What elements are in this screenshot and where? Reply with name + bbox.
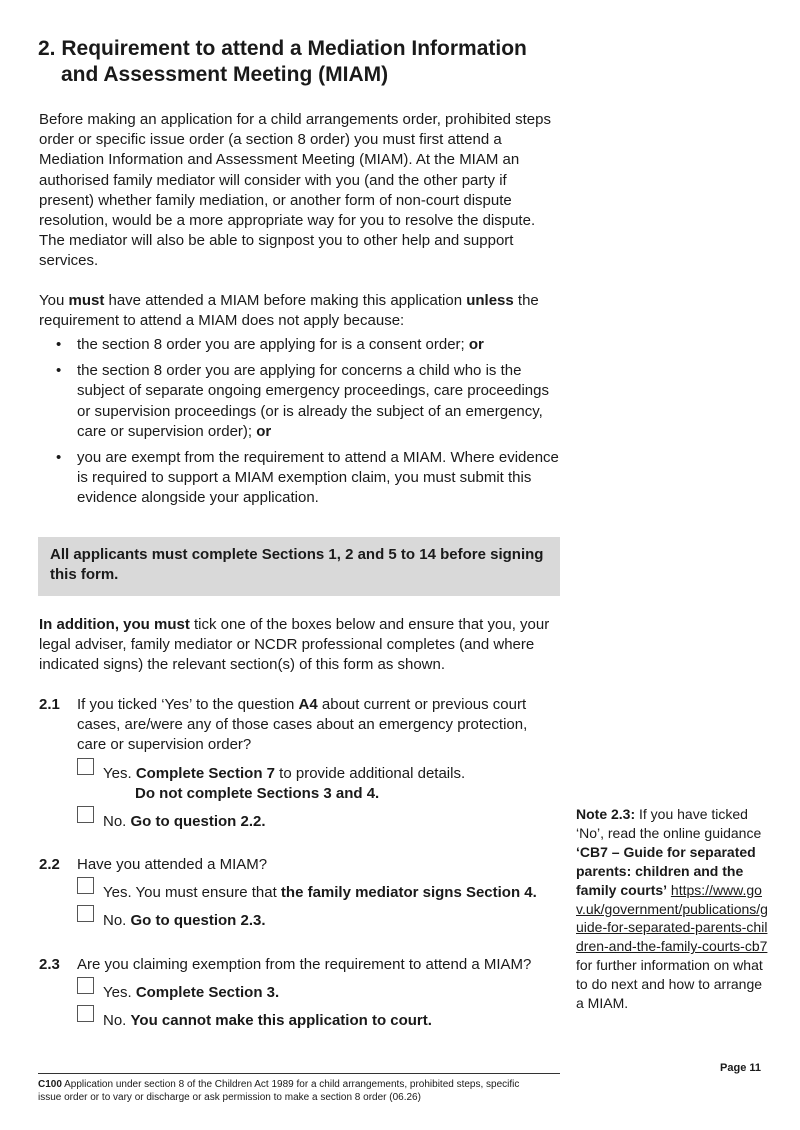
option-2-3-yes: Yes. Complete Section 3. [77, 983, 279, 1003]
question-number: 2.1 [39, 696, 60, 713]
must-paragraph: You must have attended a MIAM before making this application unless the requirement to attend a MIAM does not apply because: [39, 292, 539, 330]
section-heading [38, 36, 578, 88]
intro-paragraph: Before making an application for a child arrangements order, prohibited steps order or specific issue order (a section 8 order) you must first attend a Mediation Information and Assessment Meeting (MIAM). At the MIAM an authorised family mediator will consider with you (and the other party if present) whether family mediation, or another form of non-court dispute resolution, would be a more appropriate way for you to resolve the dispute. The mediator will also be able to signpost you to other help and support services. [39, 111, 551, 270]
question-2-1 [39, 695, 539, 756]
checkbox-2-3-yes[interactable] [77, 977, 94, 994]
option-2-1-yes: Yes. Complete Section 7 to provide additional details. [77, 764, 465, 784]
footer: C100 Application under section 8 of the Children Act 1989 for a child arrangements, prohibited steps, specific issue order or to vary or discharge or ask permission to make a section 8 order (06.26) [38, 1079, 520, 1103]
question-number: 2.2 [39, 856, 60, 873]
section-heading-line2: and Assessment Meeting (MIAM) [61, 63, 389, 86]
checkbox-2-1-yes[interactable] [77, 758, 94, 775]
option-2-1-no: No. Go to question 2.2. [77, 812, 266, 832]
option-2-2-yes: Yes. You must ensure that the family mediator signs Section 4. [77, 883, 537, 903]
page-number: Page 11 [720, 1062, 761, 1074]
question-text: If you ticked ‘Yes’ to the question A4 about current or previous court cases, are/were any of those cases about an emergency protection, care or supervision order? [77, 696, 528, 754]
question-text: Are you claiming exemption from the requirement to attend a MIAM? [77, 956, 532, 973]
guidance-link[interactable]: https://www.gov.uk/government/publications/guide-for-separated-parents-children-and-the-family-courts-cb7 [576, 881, 768, 955]
option-2-3-no: No. You cannot make this application to court. [77, 1011, 432, 1031]
bullet-exempt: • you are exempt from the requirement to attend a MIAM. Where evidence is required to support a MIAM exemption claim, you must submit this evidence alongside your application. [56, 449, 559, 507]
bullet-consent-order: • the section 8 order you are applying for is a consent order; or [56, 336, 484, 353]
checkbox-2-3-no[interactable] [77, 1005, 94, 1022]
question-number: 2.3 [39, 956, 60, 973]
checkbox-2-2-no[interactable] [77, 905, 94, 922]
section-heading-line1: 2. Requirement to attend a Mediation Information [38, 37, 527, 60]
checkbox-2-2-yes[interactable] [77, 877, 94, 894]
footer-divider [38, 1073, 560, 1074]
question-2-3 [39, 955, 564, 975]
checkbox-2-1-no[interactable] [77, 806, 94, 823]
question-2-2 [39, 855, 564, 875]
note-2-3: Note 2.3: If you have ticked ‘No’, read the online guidance ‘CB7 – Guide for separated parents: children and the family courts’ https://www.gov.uk/government/publications/guide-for-separated-parents-children-and-the-family-courts-cb7 for further information on what to do next and how to arrange a MIAM. [576, 806, 768, 1012]
addition-paragraph: In addition, you must tick one of the boxes below and ensure that you, your legal adviser, family mediator or NCDR professional completes (and where indicated signs) the relevant section(s) of this form as shown. [39, 616, 550, 674]
option-2-2-no: No. Go to question 2.3. [77, 911, 266, 931]
option-2-1-yes-subnote: Do not complete Sections 3 and 4. [135, 785, 380, 802]
question-text: Have you attended a MIAM? [77, 856, 268, 873]
instruction-box: All applicants must complete Sections 1, 2 and 5 to 14 before signing this form. [38, 537, 560, 596]
exemption-bullets [39, 335, 564, 515]
bullet-emergency-proceedings: • the section 8 order you are applying for concerns a child who is the subject of separate ongoing emergency proceedings, care proceedings or supervision proceedings (or is already the subject of an emergency, care or supervision order); or [56, 362, 549, 440]
